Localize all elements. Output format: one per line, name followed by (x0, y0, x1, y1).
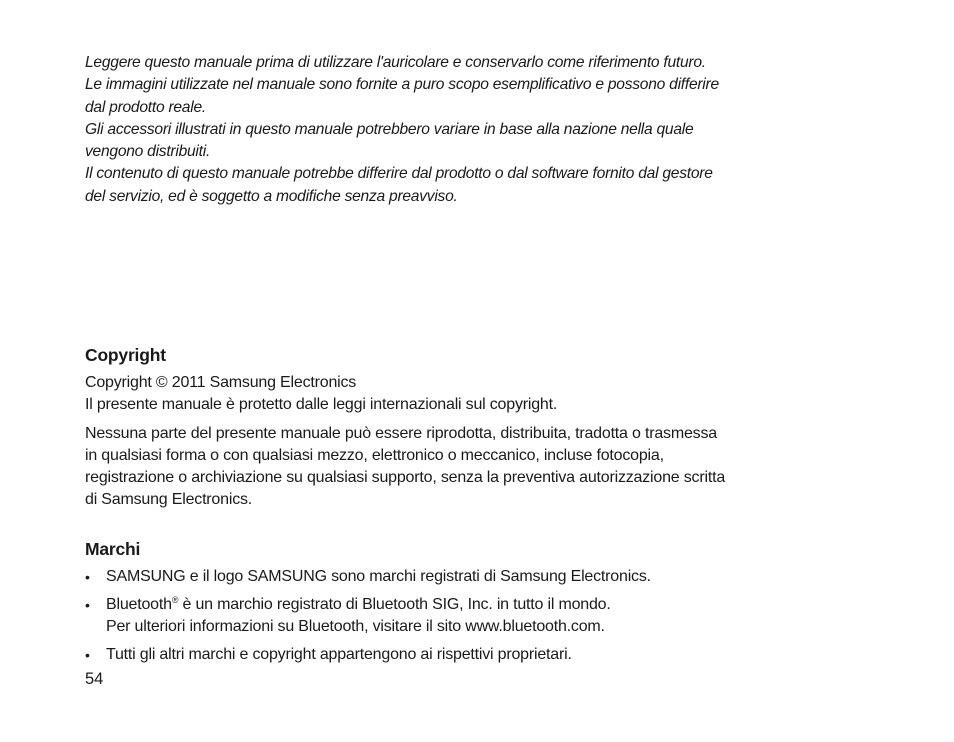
copyright-paragraph-line-1: Nessuna parte del presente manuale può essere riprodotta, distribuita, tradotta o trasmessa (85, 424, 717, 442)
bullet-icon: • (85, 569, 90, 585)
intro-notice (85, 52, 875, 208)
copyright-heading: Copyright (85, 345, 166, 365)
copyright-paragraph-line-4: di Samsung Electronics. (85, 491, 253, 509)
list-item (85, 594, 875, 639)
trademarks-section (85, 538, 875, 672)
page-number: 54 (85, 670, 104, 688)
trademarks-heading: Marchi (85, 539, 141, 559)
copyright-section (85, 344, 875, 512)
intro-line-7: del servizio, ed è soggetto a modifiche senza preavviso. (85, 187, 458, 205)
bullet-icon: • (85, 596, 90, 613)
copyright-protection: Il presente manuale è protetto dalle leggi internazionali sul copyright. (85, 396, 558, 414)
copyright-paragraph-line-3: registrazione o archiviazione su qualsiasi supporto, senza la preventiva autorizzazione scritta (85, 469, 726, 487)
intro-line-4: Gli accessori illustrati in questo manuale potrebbero variare in base alla nazione nella quale (85, 120, 694, 138)
trademark-samsung: SAMSUNG e il logo SAMSUNG sono marchi registrati di Samsung Electronics. (106, 568, 651, 585)
trademark-bluetooth-info: Per ulteriori informazioni su Bluetooth, visitare il sito www.bluetooth.com. (106, 618, 605, 636)
trademark-bluetooth-name: Bluetooth (106, 595, 172, 613)
copyright-paragraph-line-2: in qualsiasi forma o con qualsiasi mezzo, elettronico o meccanico, incluse fotocopia, (85, 446, 664, 464)
registered-mark: ® (171, 594, 179, 605)
intro-line-2: Le immagini utilizzate nel manuale sono fornite a puro scopo esemplificativo e possono differire (85, 76, 719, 94)
copyright-notice: Copyright © 2011 Samsung Electronics (85, 374, 357, 391)
list-item (85, 566, 875, 588)
list-item (85, 644, 875, 666)
manual-page (85, 52, 875, 663)
intro-line-6: Il contenuto di questo manuale potrebbe differire dal prodotto o dal software fornito dal gestore (85, 165, 713, 183)
trademarks-list (85, 566, 875, 666)
intro-line-1: Leggere questo manuale prima di utilizzare l'auricolare e conservarlo come riferimento futuro. (85, 54, 706, 71)
trademark-bluetooth-text: è un marchio registrato di Bluetooth SIG, Inc. in tutto il mondo. (178, 595, 611, 613)
intro-line-5: vengono distribuiti. (85, 143, 211, 161)
trademark-others: Tutti gli altri marchi e copyright appartengono ai rispettivi proprietari. (106, 645, 572, 663)
bullet-icon: • (85, 646, 90, 663)
intro-line-3: dal prodotto reale. (85, 98, 206, 116)
